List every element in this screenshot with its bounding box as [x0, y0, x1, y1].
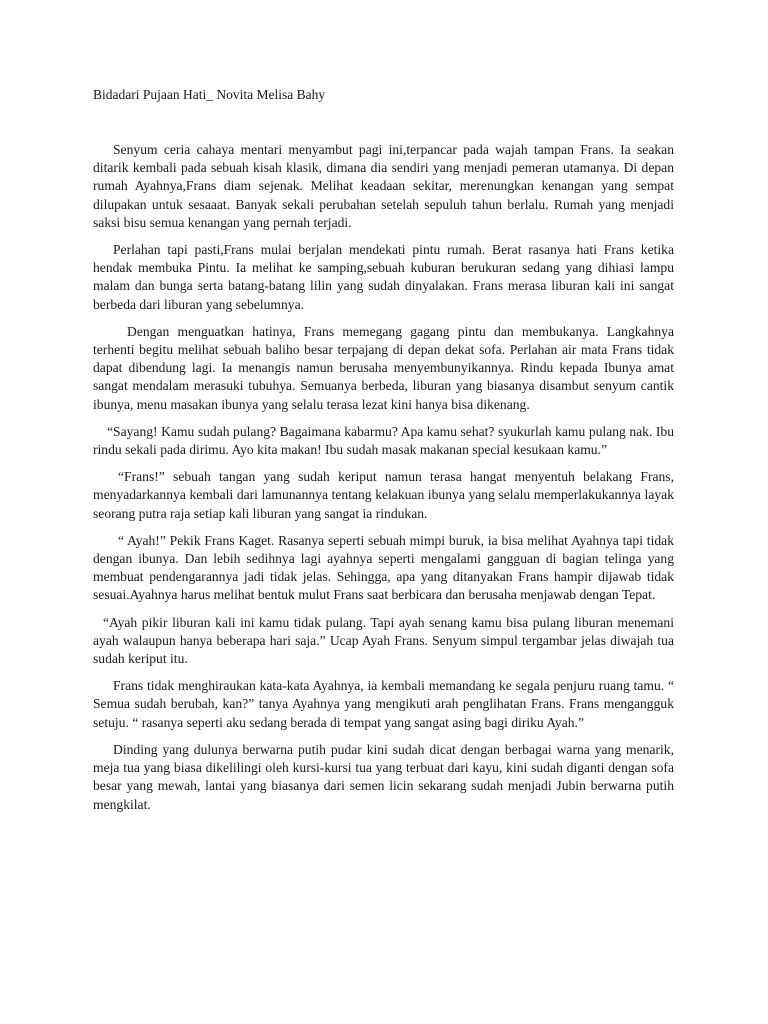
document-title: Bidadari Pujaan Hati_ Novita Melisa Bahy — [93, 87, 326, 102]
paragraph-9: Dinding yang dulunya berwarna putih pudar kini sudah dicat dengan berbagai warna yang menarik, meja tua yang biasa dikelilingi oleh kursi-kursi tua yang terbuat dari kayu, kini sudah diganti dengan sofa besar yang mewah, lantai yang biasanya dari semen licin sekarang sudah menjadi Jubin berwarna putih mengkilat. — [93, 741, 674, 812]
paragraph-6: “ Ayah!” Pekik Frans Kaget. Rasanya seperti sebuah mimpi buruk, ia bisa melihat Ayahnya tapi tidak dengan ibunya. Dan lebih sedihnya lagi ayahnya seperti mengalami gangguan di bagian telinga yang membuat pendengarannya jadi tidak jelas. Sehingga, apa yang ditanyakan Frans hampir dijawab tidak sesuai.Ayahnya harus melihat bentuk mulut Frans saat berbicara dan berusaha menjawab dengan Tepat. — [93, 532, 674, 603]
paragraph-3: Dengan menguatkan hatinya, Frans memegang gagang pintu dan membukanya. Langkahnya terhenti begitu melihat sebuah baliho besar terpajang di depan dekat sofa. Perlahan air mata Frans tidak dapat dibendung lagi. Ia menangis namun berusaha menyembunyikannya. Rindu kepada Ibunya amat sangat mendalam merasuki tubuhya. Semuanya berbeda, liburan yang biasanya disambut senyum cantik ibunya, menu masakan ibunya yang selalu terasa lezat kini hanya bisa dikenang. — [93, 323, 674, 412]
paragraph-4: “Sayang! Kamu sudah pulang? Bagaimana kabarmu? Apa kamu sehat? syukurlah kamu pulang nak. Ibu rindu sekali pada dirimu. Ayo kita makan! Ibu sudah masak makanan special kesukaan kamu.” — [93, 423, 674, 458]
paragraph-8: Frans tidak menghiraukan kata-kata Ayahnya, ia kembali memandang ke segala penjuru ruang tamu. “ Semua sudah berubah, kan?” tanya Ayahnya yang mengikuti arah penglihatan Frans. Frans mengangguk setuju. “ rasanya seperti aku sedang berada di tempat yang sangat asing bagi diriku Ayah.” — [93, 678, 674, 730]
paragraph-5: “Frans!” sebuah tangan yang sudah keriput namun terasa hangat menyentuh belakang Frans, menyadarkannya kembali dari lamunannya tentang kelakuan ibunya yang selalu memperlakukannya layak seorang putra raja setiap kali liburan yang sangat ia rindukan. — [93, 469, 674, 521]
paragraph-1: Senyum ceria cahaya mentari menyambut pagi ini,terpancar pada wajah tampan Frans. Ia seakan ditarik kembali pada sebuah kisah klasik, dimana dia sendiri yang menjadi pemeran utamanya. Di depan rumah Ayahnya,Frans diam sejenak. Melihat keadaan sekitar, merenungkan kenangan yang sempat dilupakan untuk sesaaat. Banyak sekali perubahan setelah sepuluh tahun berlalu. Rumah yang menjadi saksi bisu semua kenangan yang pernah terjadi. — [93, 142, 674, 230]
document-body — [93, 141, 674, 823]
paragraph-7: “Ayah pikir liburan kali ini kamu tidak pulang. Tapi ayah senang kamu bisa pulang liburan menemani ayah walaupun hanya beberapa hari saja.” Ucap Ayah Frans. Senyum simpul tergambar jelas diwajah tua sudah keriput itu. — [93, 614, 674, 667]
paragraph-2: Perlahan tapi pasti,Frans mulai berjalan mendekati pintu rumah. Berat rasanya hati Frans ketika hendak membuka Pintu. Ia melihat ke samping,sebuah kuburan berukuran sedang yang dihiasi lampu malam dan bunga serta batang-batang lilin yang sudah dinyalakan. Frans merasa liburan kali ini sangat berbeda dari liburan yang sebelumnya. — [93, 242, 674, 312]
